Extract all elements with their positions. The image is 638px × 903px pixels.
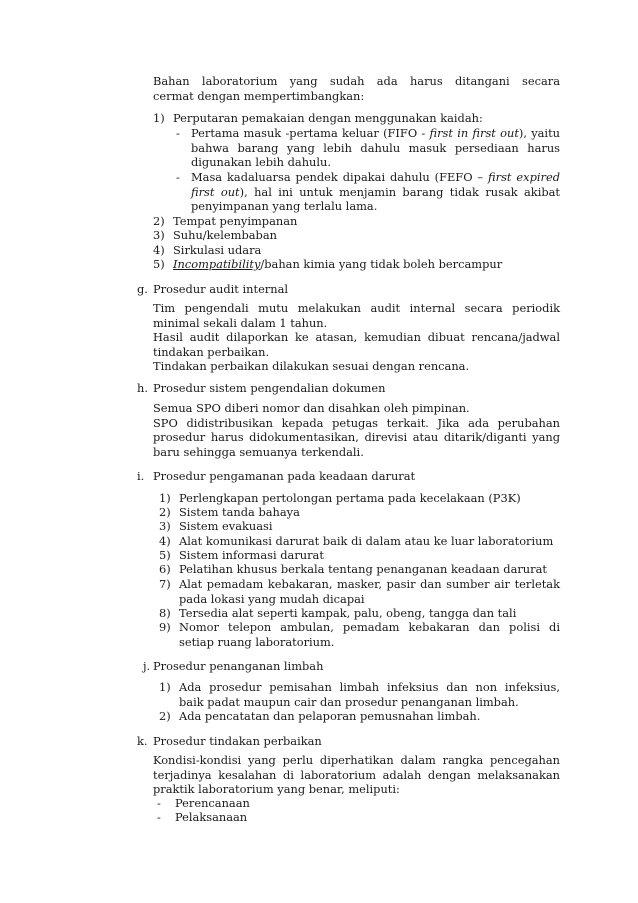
section-h-line-3: prosedur harus didokumentasikan, direvisi atau ditarik/diganti yang [153, 430, 560, 445]
list-item-line-2: baik padat maupun cair dan prosedur penanganan limbah. [179, 694, 519, 709]
dash-bullet: - [176, 170, 180, 184]
list-number: 3) [159, 519, 171, 533]
list-number: 4) [159, 534, 171, 548]
list-number: 8) [159, 606, 171, 620]
list-item-text [179, 680, 560, 709]
intro-line-1: Bahan laboratorium yang sudah ada harus ditangani secara [153, 74, 560, 88]
intro-paragraph [153, 74, 560, 103]
section-k-body [153, 753, 560, 797]
list-number: 7) [159, 577, 171, 591]
list-item-label: Perputaran pemakaian dengan menggunakan kaidah: [173, 111, 483, 125]
list-number: 2) [153, 214, 165, 228]
list-number: 9) [159, 620, 171, 634]
section-letter-g: g. [137, 282, 148, 296]
section-g-p2-line-2: tindakan perbaikan. [153, 344, 270, 359]
list-item-text: Ada pencatatan dan pelaporan pemusnahan limbah. [179, 709, 481, 723]
list-item-line-2: pada lokasi yang mudah dicapai [179, 591, 365, 606]
section-h-line-2: SPO didistribusikan kepada petugas terkait. Jika ada perubahan [153, 415, 560, 430]
list-item-text: Sirkulasi udara [173, 243, 262, 257]
list-item-text: Perlengkapan pertolongan pertama pada kecelakaan (P3K) [179, 491, 521, 505]
list-item-text: Sistem tanda bahaya [179, 505, 300, 519]
list-number: 1) [153, 111, 165, 125]
section-heading-k: Prosedur tindakan perbaikan [153, 734, 322, 748]
section-k-line-2: terjadinya kesalahan di laboratorium adalah dengan melaksanakan [153, 767, 560, 782]
fefo-line-1-pre: Masa kadaluarsa pendek dipakai dahulu (FEFO – [191, 170, 489, 184]
section-heading-h: Prosedur sistem pengendalian dokumen [153, 381, 386, 395]
list-item-text [173, 257, 502, 272]
section-g-body [153, 301, 560, 374]
fifo-line-1-post: ), yaitu [518, 126, 560, 140]
list-number: 2) [159, 709, 171, 723]
incompatibility-term: Incompatibility [173, 257, 261, 271]
list-item-line-2: setiap ruang laboratorium. [179, 634, 335, 649]
fefo-line-2-em: first out [191, 184, 240, 199]
fefo-line-2-post: ), hal ini untuk menjamin barang tidak rusak akibat [239, 184, 561, 199]
bullet-text: Perencanaan [175, 796, 250, 810]
list-number: 1) [159, 680, 171, 694]
dash-bullet: - [176, 126, 180, 140]
list-item-text-rest: /bahan kimia yang tidak boleh bercampur [260, 257, 503, 271]
section-letter-j: j. [143, 659, 151, 673]
list-number: 5) [153, 257, 165, 271]
section-h-line-1: Semua SPO diberi nomor dan disahkan oleh pimpinan. [153, 401, 470, 415]
section-g-p1-line-2: minimal sekali dalam 1 tahun. [153, 315, 328, 330]
section-letter-i: i. [137, 469, 145, 483]
section-letter-h: h. [137, 381, 148, 395]
list-number: 6) [159, 562, 171, 576]
list-number: 1) [159, 491, 171, 505]
section-heading-j: Prosedur penanganan limbah [153, 659, 324, 673]
list-item-text [179, 577, 560, 606]
list-item-line-1: Nomor telepon ambulan, pemadam kebakaran dan polisi di [179, 620, 560, 634]
intro-line-2: cermat dengan mempertimbangkan: [153, 88, 365, 103]
list-item-text: Alat komunikasi darurat baik di dalam atau ke luar laboratorium [179, 534, 554, 548]
section-letter-k: k. [137, 734, 148, 748]
list-number: 5) [159, 548, 171, 562]
dash-bullet: - [157, 810, 161, 824]
fefo-line-2 [191, 185, 560, 200]
section-k-line-1: Kondisi-kondisi yang perlu diperhatikan dalam rangka pencegahan [153, 753, 560, 767]
fefo-line-1 [191, 170, 560, 185]
section-heading-g: Prosedur audit internal [153, 282, 289, 296]
list-item-text: Suhu/kelembaban [173, 228, 277, 242]
section-h-line-4: baru sehingga semuanya terkendali. [153, 444, 364, 459]
list-item-line-1: Alat pemadam kebakaran, masker, pasir dan sumber air terletak [179, 577, 560, 591]
section-g-p3: Tindakan perbaikan dilakukan sesuai dengan rencana. [153, 359, 470, 374]
fifo-line-1-pre: Pertama masuk -pertama keluar (FIFO - [191, 126, 430, 140]
fifo-line-1-em: first in first out [429, 126, 519, 140]
section-k-line-3: praktik laboratorium yang benar, meliputi: [153, 782, 400, 797]
list-item-line-1: Ada prosedur pemisahan limbah infeksius dan non infeksius, [179, 680, 560, 694]
dash-bullet: - [157, 796, 161, 810]
section-heading-i: Prosedur pengamanan pada keadaan darurat [153, 469, 416, 483]
section-g-p2-line-1: Hasil audit dilaporkan ke atasan, kemudian dibuat rencana/jadwal [153, 330, 560, 345]
list-number: 4) [153, 243, 165, 257]
list-number: 3) [153, 228, 165, 242]
bullet-text: Pelaksanaan [175, 810, 248, 824]
list-item-text: Tempat penyimpanan [173, 214, 298, 228]
fifo-line-2: bahwa barang yang lebih dahulu masuk persediaan harus [191, 140, 560, 155]
fefo-line-3: penyimpanan yang terlalu lama. [191, 199, 378, 214]
list-item-text: Sistem evakuasi [179, 519, 273, 533]
fifo-text [191, 126, 560, 170]
fifo-line-3: digunakan lebih dahulu. [191, 155, 331, 170]
list-item-text: Sistem informasi darurat [179, 548, 324, 562]
list-number: 2) [159, 505, 171, 519]
fefo-line-1-em: first expired [488, 170, 560, 184]
fefo-text [191, 170, 560, 214]
list-item-text: Tersedia alat seperti kampak, palu, obeng, tangga dan tali [179, 606, 517, 620]
section-h-body [153, 401, 560, 459]
section-g-p1-line-1: Tim pengendali mutu melakukan audit internal secara periodik [153, 301, 560, 315]
fifo-line-1 [191, 126, 560, 141]
list-item-text: Pelatihan khusus berkala tentang penanganan keadaan darurat [179, 562, 547, 576]
list-item-text [179, 620, 560, 649]
